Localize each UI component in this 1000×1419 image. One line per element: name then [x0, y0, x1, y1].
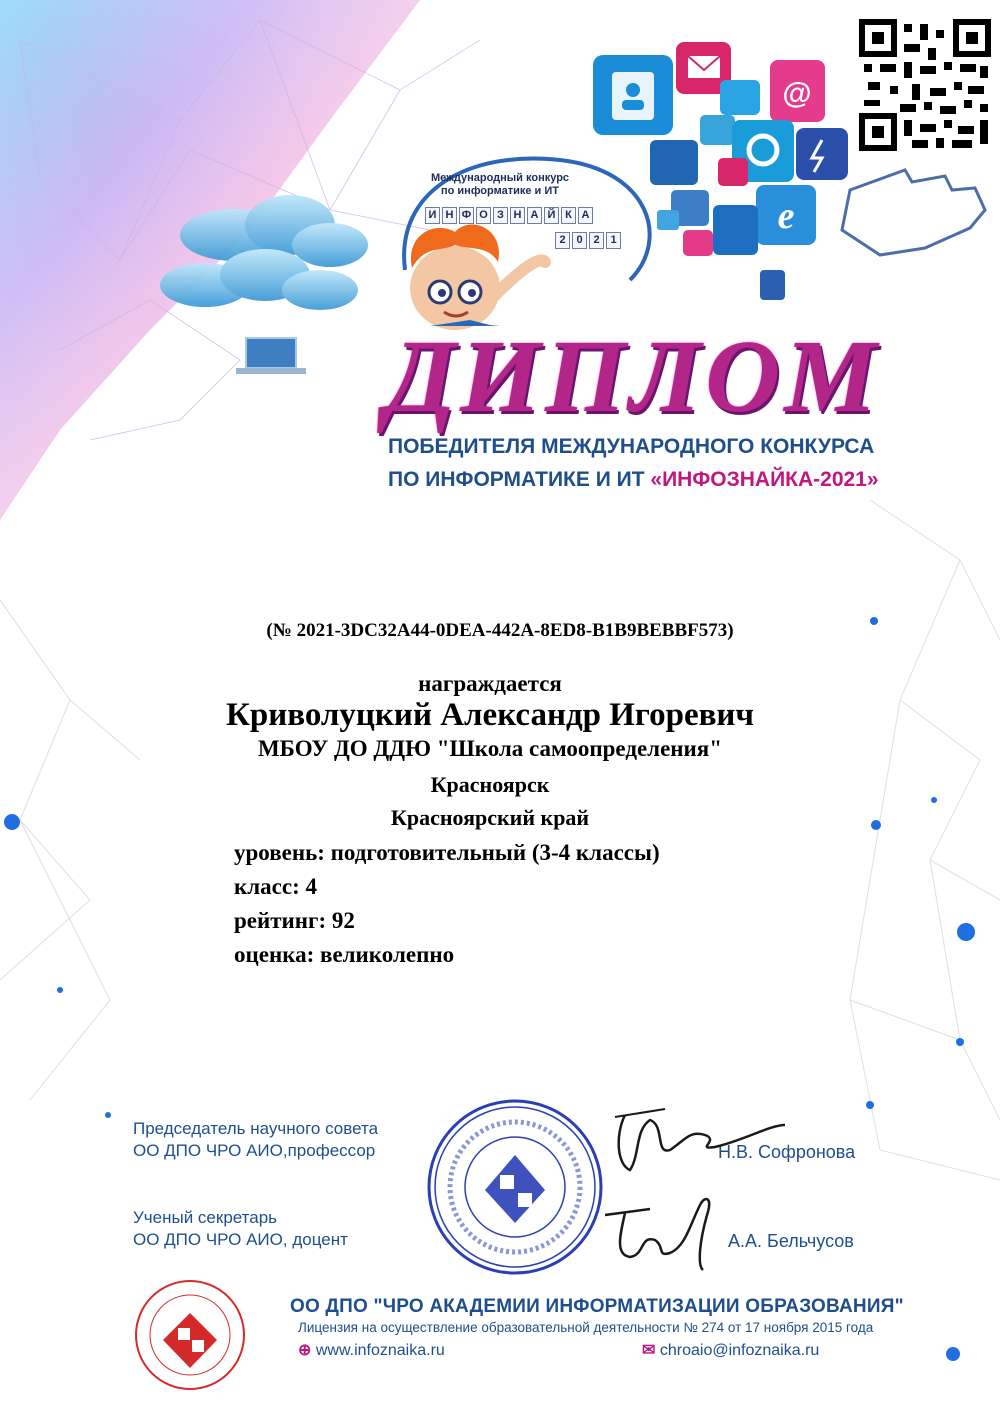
chair-role-line2: ОО ДПО ЧРО АИО,профессор — [133, 1141, 376, 1160]
logo-year-digit-cell: 0 — [572, 232, 587, 249]
logo-caption-line2: по информатике и ИТ — [441, 185, 559, 197]
logo-word-cells — [425, 207, 593, 224]
logo-caption-line1: Международный конкурс — [430, 172, 570, 184]
email-link[interactable]: chroaio@infoznaika.ru — [659, 1342, 820, 1359]
logo-word-letter-cell: К — [561, 207, 576, 224]
logo-year-digit-cell: 2 — [589, 232, 604, 249]
secretary-name: А.А. Бельчусов — [728, 1231, 854, 1251]
evaluation: оценка: великолепно — [234, 942, 455, 967]
recipient-name: Криволуцкий Александр Игоревич — [225, 697, 755, 733]
diploma-title: ДИПЛОМ — [385, 319, 881, 434]
logo-word-letter-cell: Н — [442, 207, 457, 224]
footer-email[interactable] — [642, 1340, 819, 1360]
logo-word-letter-cell: И — [425, 207, 440, 224]
stamp-seal — [415, 1095, 615, 1280]
website-link[interactable]: www.infoznaika.ru — [315, 1342, 445, 1359]
region: Красноярский край — [390, 805, 590, 830]
footer-organization: ОО ДПО "ЧРО АКАДЕМИИ ИНФОРМАТИЗАЦИИ ОБРАЗОВАНИЯ" — [290, 1296, 904, 1317]
grade: класс: 4 — [234, 874, 317, 899]
document-number: (№ 2021-3DC32A44-0DEA-442A-8ED8-B1B9BEBBF573) — [266, 620, 734, 641]
logo-word-letter-cell: О — [476, 207, 491, 224]
chair-role — [133, 1118, 378, 1162]
awarded-label: награждается — [418, 671, 562, 696]
subtitle-line2-accent: «ИНФОЗНАЙКА-2021» — [650, 468, 879, 491]
logo-word-letter-cell: А — [578, 207, 593, 224]
secretary-signature — [595, 1185, 735, 1280]
level: уровень: подготовительный (3-4 классы) — [234, 840, 660, 865]
contest-logo — [420, 172, 580, 198]
svg-text:e: e — [777, 195, 795, 237]
academy-logo — [133, 1278, 248, 1393]
subtitle-line2 — [388, 467, 948, 493]
logo-word-letter-cell: Й — [544, 207, 559, 224]
footer-website[interactable] — [298, 1340, 445, 1360]
subtitle-line2-prefix: ПО ИНФОРМАТИКЕ И ИТ — [388, 468, 651, 491]
city: Красноярск — [430, 772, 550, 797]
school-name: МБОУ ДО ДДЮ "Школа самоопределения" — [257, 736, 723, 761]
logo-word-letter-cell: Ф — [459, 207, 474, 224]
envelope-icon: ✉ — [642, 1342, 656, 1359]
chair-signature — [595, 1095, 795, 1185]
svg-text:@: @ — [782, 77, 812, 110]
logo-word-letter-cell: З — [493, 207, 508, 224]
logo-word-letter-cell: Н — [510, 207, 525, 224]
secretary-role — [133, 1207, 348, 1251]
secretary-role-line2: ОО ДПО ЧРО АИО, доцент — [133, 1230, 348, 1249]
subtitle-line1: ПОБЕДИТЕЛЯ МЕЖДУНАРОДНОГО КОНКУРСА — [388, 435, 875, 458]
chair-name: Н.В. Софронова — [718, 1142, 856, 1162]
logo-year-cells — [555, 232, 621, 249]
logo-year-digit-cell: 1 — [606, 232, 621, 249]
qr-code-icon — [858, 18, 993, 153]
rating: рейтинг: 92 — [234, 908, 355, 933]
globe-icon: ⊕ — [298, 1342, 312, 1359]
logo-word-letter-cell: А — [527, 207, 542, 224]
footer-license: Лицензия на осуществление образовательной деятельности № 274 от 17 ноября 2015 года — [298, 1320, 874, 1335]
logo-year-digit-cell: 2 — [555, 232, 570, 249]
chair-role-line1: Председатель научного совета — [133, 1119, 379, 1138]
secretary-role-line1: Ученый секретарь — [133, 1208, 278, 1227]
